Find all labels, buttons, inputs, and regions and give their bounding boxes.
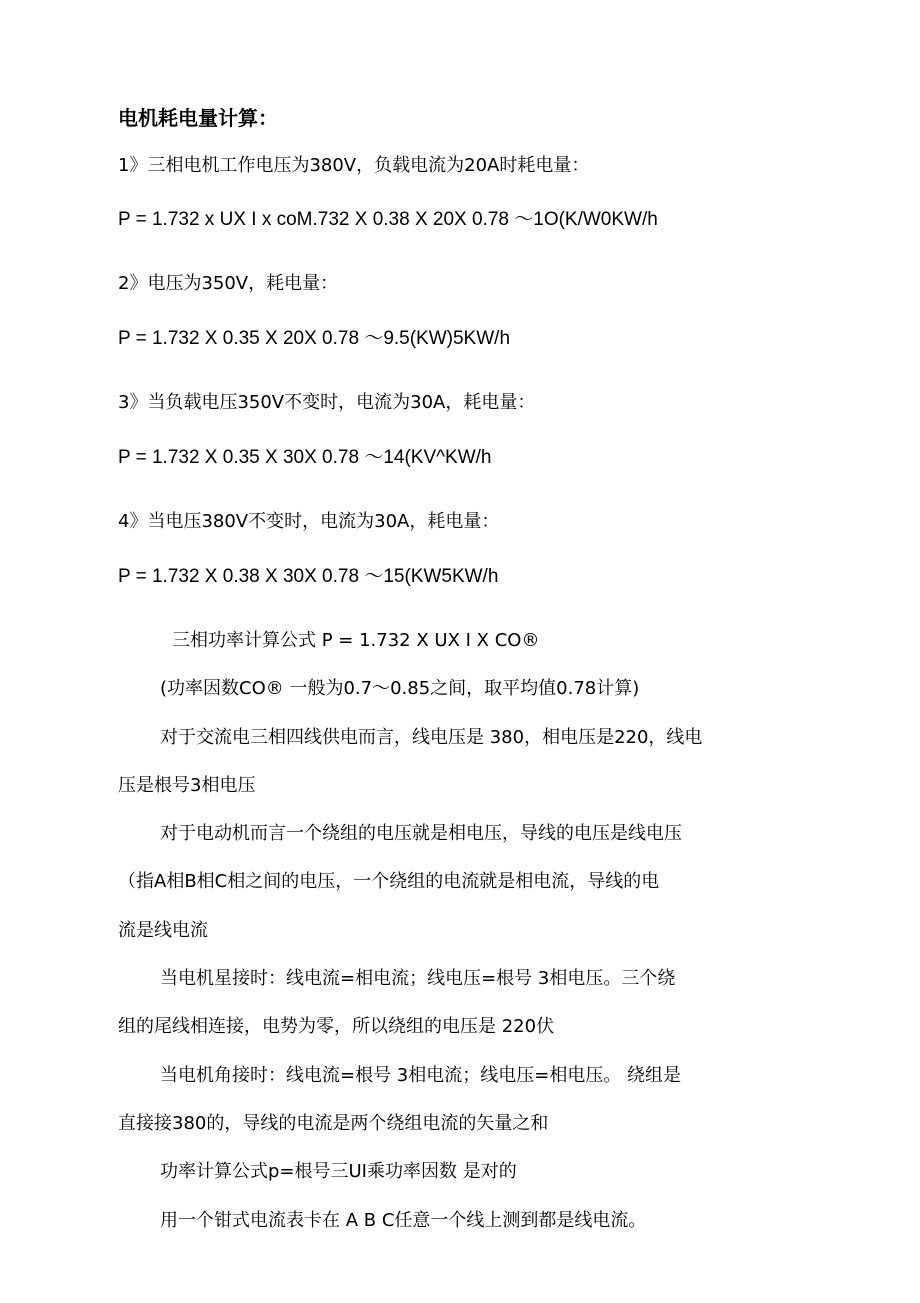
item-4-formula: P = 1.732 X 0.38 X 30X 0.78 ～15(KW5KW/h (118, 566, 499, 587)
paragraph-line: （指A相B相C相之间的电压，一个绕组的电流就是相电流，导线的电 (118, 871, 660, 892)
item-1-formula: P = 1.732 x UX I x coM.732 X 0.38 X 20X 0.78 ～1O(K/W0KW/h (118, 209, 658, 230)
paragraph-line: 组的尾线相连接，电势为零，所以绕组的电压是 220伏 (118, 1016, 555, 1037)
power-factor-note: (功率因数CO® 一般为0.7～0.85之间，取平均值0.78计算) (160, 678, 640, 699)
paragraph-line: 用一个钳式电流表卡在 A B C任意一个线上测到都是线电流。 (160, 1210, 647, 1231)
paragraph-line: 流是线电流 (118, 920, 208, 941)
paragraph-line: 压是根号3相电压 (118, 775, 256, 796)
item-2-formula: P = 1.732 X 0.35 X 20X 0.78 ～9.5(KW)5KW/h (118, 328, 511, 349)
paragraph-line: 当电机星接时：线电流=相电流；线电压=根号 3相电压。三个绕 (160, 968, 676, 989)
paragraph-line: 对于电动机而言一个绕组的电压就是相电压，导线的电压是线电压 (160, 823, 682, 844)
item-3-formula: P = 1.732 X 0.35 X 30X 0.78 ～14(KV^KW/h (118, 447, 492, 468)
paragraph-line: 功率计算公式p=根号三UI乘功率因数 是对的 (160, 1161, 517, 1182)
paragraph-line: 直接接380的，导线的电流是两个绕组电流的矢量之和 (118, 1113, 549, 1134)
paragraph-line: 对于交流电三相四线供电而言，线电压是 380，相电压是220，线电 (160, 727, 703, 748)
item-1-label: 1》三相电机工作电压为380V，负载电流为20A时耗电量： (118, 155, 590, 176)
item-3-label: 3》当负载电压350V不变时，电流为30A，耗电量： (118, 392, 536, 413)
paragraph-line: 当电机角接时：线电流=根号 3相电流；线电压=相电压。 绕组是 (160, 1065, 682, 1086)
item-2-label: 2》电压为350V，耗电量： (118, 273, 339, 294)
item-4-label: 4》当电压380V不变时，电流为30A，耗电量： (118, 511, 500, 532)
formula-paragraph: 三相功率计算公式 P = 1.732 X UX I X CO® (172, 630, 540, 651)
document-title: 电机耗电量计算： (118, 106, 278, 130)
